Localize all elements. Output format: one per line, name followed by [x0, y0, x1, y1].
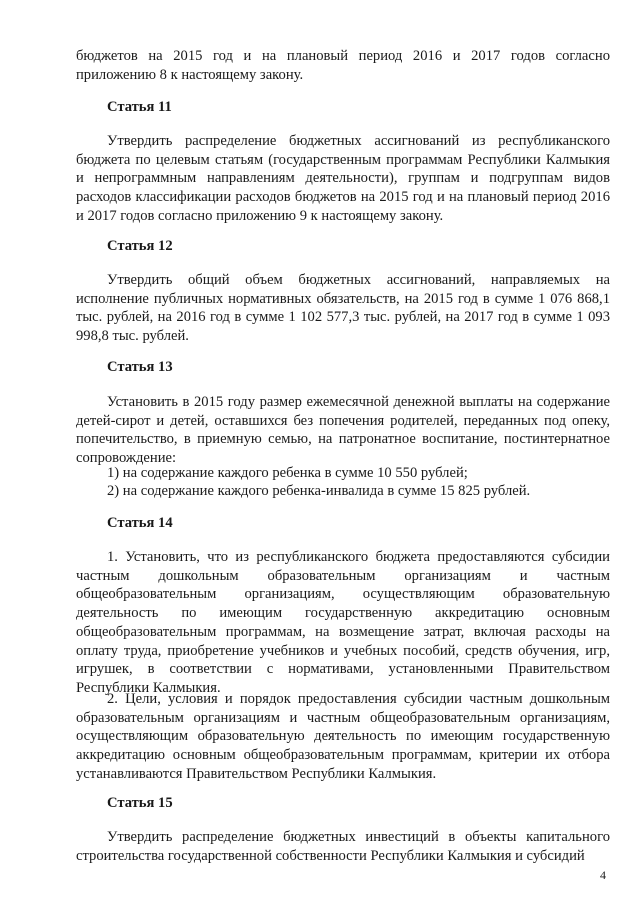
article-13-item-2: 2) на содержание каждого ребенка-инвалида в сумме 15 825 рублей. [107, 483, 531, 499]
article-12-heading: Статья 12 [107, 238, 173, 254]
article-13-heading: Статья 13 [107, 359, 173, 375]
article-13-item-1: 1) на содержание каждого ребенка в сумме 10 550 рублей; [107, 465, 468, 481]
article-11-text: Утвердить распределение бюджетных ассигнований из республиканского бюджета по целевым статьям (государственным программам Республики Калмыкия и непрограммным направлениям деятельности), группам и подгруппам видов расходов классификации расходов бюджетов на 2015 год и на плановый период 2016 и 2017 годов согласно приложению 9 к настоящему закону. [76, 133, 610, 224]
article-15-text: Утвердить распределение бюджетных инвестиций в объекты капитального строительства государственной собственности Республики Калмыкия и субсидий [76, 829, 610, 864]
article-14-heading: Статья 14 [107, 515, 173, 531]
article-13-text: Установить в 2015 году размер ежемесячной денежной выплаты на содержание детей-сирот и детей, оставшихся без попечения родителей, переданных под опеку, попечительство, в приемную семью, на патронатное воспитание, постинтернатное сопровождение: [76, 394, 610, 467]
article-14-paragraph-2: 2. Цели, условия и порядок предоставления субсидии частным дошкольным образовательным организациям и частным общеобразовательным организациям, осуществляющим образовательную деятельность по имеющим государственную аккредитацию основным общеобразовательным программам, критерии их отбора устанавливаются Правительством Республики Калмыкия. [76, 691, 610, 782]
article-14-paragraph-1: 1. Установить, что из республиканского бюджета предоставляются субсидии частным дошкольным образовательным организациям и частным общеобразовательным организациям, осуществляющим образовательную деятельность по имеющим государственную аккредитацию основным общеобразовательным программам, на возмещение затрат, включая расходы на оплату труда, приобретение учебников и учебных пособий, средств обучения, игр, игрушек, в соответствии с нормативами, установленными Правительством Республики Калмыкия. [76, 549, 610, 696]
article-11-heading: Статья 11 [107, 99, 172, 115]
intro-paragraph: бюджетов на 2015 год и на плановый период 2016 и 2017 годов согласно приложению 8 к настоящему закону. [76, 48, 610, 83]
article-15-heading: Статья 15 [107, 795, 173, 811]
page-number: 4 [600, 868, 606, 882]
article-12-text: Утвердить общий объем бюджетных ассигнований, направляемых на исполнение публичных нормативных обязательств, на 2015 год в сумме 1 076 868,1 тыс. рублей, на 2016 год в сумме 1 102 577,3 тыс. рублей, на 2017 год в сумме 1 093 998,8 тыс. рублей. [76, 272, 610, 345]
